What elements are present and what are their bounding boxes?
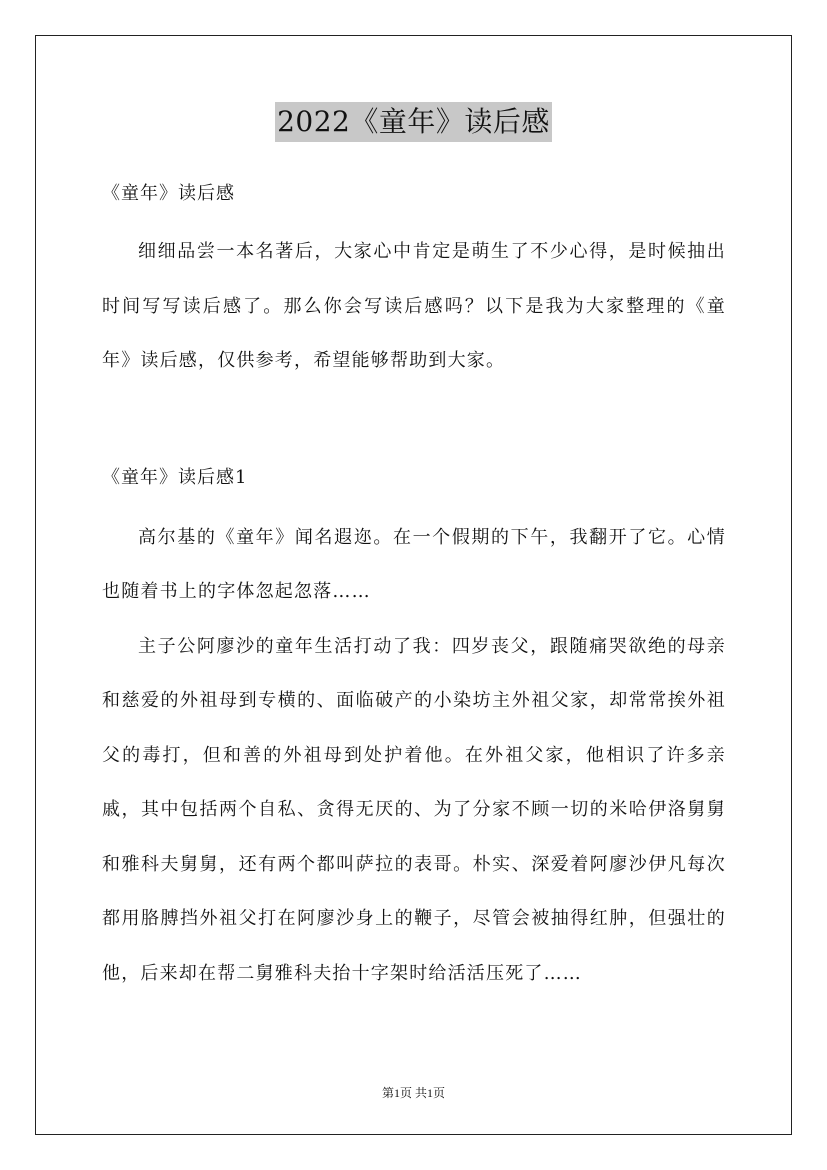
body-paragraph-1: 高尔基的《童年》闻名遐迩。在一个假期的下午，我翻开了它。心情也随着书上的字体忽起忽落……: [102, 526, 726, 602]
page-footer: 第1页 共1页: [381, 1086, 445, 1100]
intro-heading: 《童年》读后感: [102, 183, 235, 204]
title-container: [0, 102, 827, 142]
document-body: [102, 176, 726, 1001]
intro-paragraph: 细细品尝一本名著后，大家心中肯定是萌生了不少心得，是时候抽出时间写写读后感了。那么你会写读后感吗？以下是我为大家整理的《童年》读后感，仅供参考，希望能够帮助到大家。: [102, 241, 726, 371]
section-heading: 《童年》读后感1: [102, 466, 248, 488]
document-title: 2022《童年》读后感: [275, 102, 552, 142]
body-paragraph-2: 主子公阿廖沙的童年生活打动了我：四岁丧父，跟随痛哭欲绝的母亲和慈爱的外祖母到专横的、面临破产的小染坊主外祖父家，却常常挨外祖父的毒打，但和善的外祖母到处护着他。在外祖父家，他相识了许多亲戚，其中包括两个自私、贪得无厌的、为了分家不顾一切的米哈伊洛舅舅和雅科夫舅舅，还有两个都叫萨拉的表哥。朴实、深爱着阿廖沙伊凡每次都用胳膊挡外祖父打在阿廖沙身上的鞭子，尽管会被抽得红肿，但强壮的他，后来却在帮二舅雅科夫抬十字架时给活活压死了……: [102, 635, 726, 984]
